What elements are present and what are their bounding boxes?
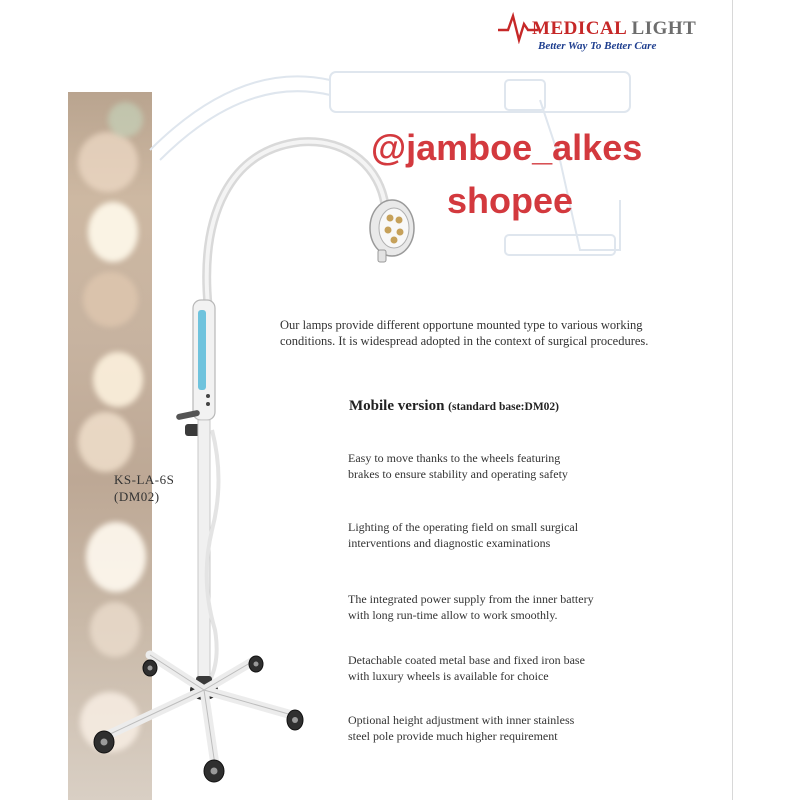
feature-item [348,712,678,744]
intro-line: conditions. It is widespread adopted in the context of surgical procedures. [280,334,649,348]
feature-line: The integrated power supply from the inner battery [348,592,594,606]
feature-line: steel pole provide much higher requirement [348,729,558,743]
seller-watermark-platform: shopee [447,180,574,221]
feature-item [348,652,678,684]
intro-paragraph [280,317,730,349]
brand-tagline: Better Way To Better Care [538,40,657,52]
section-subtitle: (standard base:DM02) [448,401,560,413]
brand-initial: M [532,18,551,39]
intro-line: Our lamps provide different opportune mounted type to various working [280,318,643,332]
brand-name [532,18,696,40]
feature-line: with luxury wheels is available for choice [348,669,549,683]
brand-name-rest: EDICAL [550,18,627,39]
feature-line: Lighting of the operating field on small surgical [348,520,579,534]
battery-housing [193,300,215,420]
feature-line: with long run-time allow to work smoothly. [348,608,558,622]
brand-name-second: LIGHT [631,18,697,39]
feature-line: Optional height adjustment with inner stainless [348,713,575,727]
lamp-head [370,200,414,262]
section-heading [349,398,559,415]
feature-item [348,519,678,551]
seller-watermark-handle: @jamboe_alkes [371,127,643,168]
section-title: Mobile version [349,398,445,414]
feature-item [348,450,678,482]
feature-line: interventions and diagnostic examinations [348,536,551,550]
feature-line: brakes to ensure stability and operating safety [348,467,568,481]
model-base-code: (DM02) [114,489,160,504]
feature-item [348,591,678,623]
feature-line: Detachable coated metal base and fixed iron base [348,653,585,667]
model-number: KS-LA-6S [114,472,175,487]
model-label [114,471,174,505]
feature-line: Easy to move thanks to the wheels featuring [348,451,561,465]
medical-light-logo [498,8,728,58]
